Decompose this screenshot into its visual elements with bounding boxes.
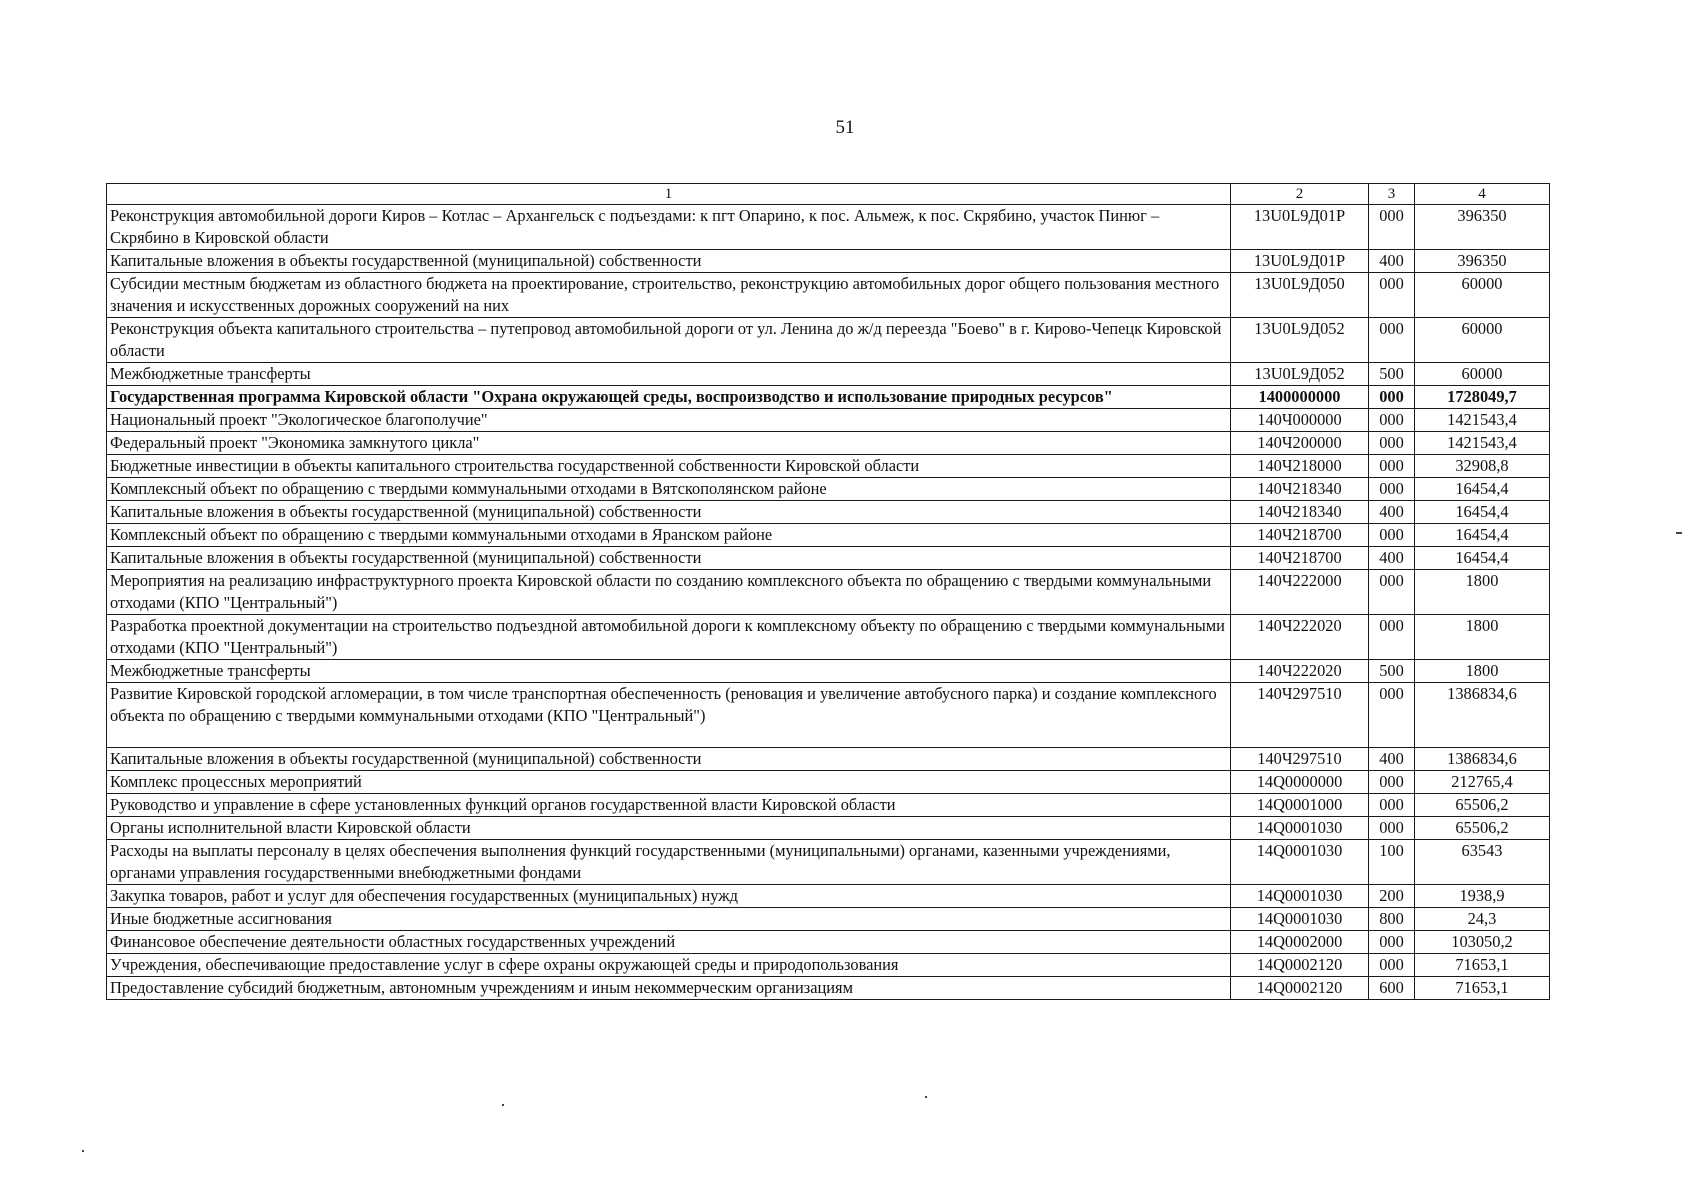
table-row <box>107 386 1550 409</box>
row-type-cell: 000 <box>1369 954 1415 977</box>
table-row <box>107 885 1550 908</box>
row-name-cell: Предоставление субсидий бюджетным, автономным учреждениям и иным некоммерческим организациям <box>107 977 1231 1000</box>
row-name-cell: Капитальные вложения в объекты государственной (муниципальной) собственности <box>107 501 1231 524</box>
row-amount-cell: 16454,4 <box>1415 501 1550 524</box>
table-row <box>107 205 1550 250</box>
row-code-cell: 14Q0002120 <box>1231 977 1369 1000</box>
table-row <box>107 501 1550 524</box>
table-row <box>107 273 1550 318</box>
table-row <box>107 318 1550 363</box>
row-name-cell: Межбюджетные трансферты <box>107 660 1231 683</box>
row-code-cell: 140Ч000000 <box>1231 409 1369 432</box>
table-row <box>107 931 1550 954</box>
row-code-cell: 1400000000 <box>1231 386 1369 409</box>
row-code-cell: 140Ч222020 <box>1231 615 1369 660</box>
row-code-cell: 140Ч200000 <box>1231 432 1369 455</box>
row-name-cell: Руководство и управление в сфере установленных функций органов государственной власти Кировской области <box>107 794 1231 817</box>
table-row <box>107 683 1550 748</box>
row-type-cell: 000 <box>1369 524 1415 547</box>
row-name-cell: Федеральный проект "Экономика замкнутого цикла" <box>107 432 1231 455</box>
table-row <box>107 817 1550 840</box>
table-row <box>107 547 1550 570</box>
row-type-cell: 100 <box>1369 840 1415 885</box>
row-code-cell: 140Ч218700 <box>1231 524 1369 547</box>
table-row <box>107 570 1550 615</box>
header-row <box>107 184 1550 205</box>
table-row <box>107 794 1550 817</box>
row-amount-cell: 16454,4 <box>1415 547 1550 570</box>
row-amount-cell: 60000 <box>1415 363 1550 386</box>
row-type-cell: 000 <box>1369 771 1415 794</box>
row-amount-cell: 71653,1 <box>1415 954 1550 977</box>
scan-speck <box>502 1104 504 1106</box>
row-name-cell: Учреждения, обеспечивающие предоставление услуг в сфере охраны окружающей среды и природопользования <box>107 954 1231 977</box>
scan-speck <box>82 1150 84 1152</box>
row-name-cell: Капитальные вложения в объекты государственной (муниципальной) собственности <box>107 250 1231 273</box>
row-amount-cell: 1800 <box>1415 570 1550 615</box>
row-type-cell: 600 <box>1369 977 1415 1000</box>
table-row <box>107 840 1550 885</box>
row-code-cell: 14Q0000000 <box>1231 771 1369 794</box>
row-code-cell: 14Q0001030 <box>1231 817 1369 840</box>
row-name-cell: Капитальные вложения в объекты государственной (муниципальной) собственности <box>107 748 1231 771</box>
row-code-cell: 14Q0002120 <box>1231 954 1369 977</box>
row-amount-cell: 396350 <box>1415 250 1550 273</box>
row-name-cell: Комплексный объект по обращению с твердыми коммунальными отходами в Вятскополянском районе <box>107 478 1231 501</box>
row-type-cell: 400 <box>1369 250 1415 273</box>
table-row <box>107 363 1550 386</box>
row-type-cell: 200 <box>1369 885 1415 908</box>
row-name-cell: Межбюджетные трансферты <box>107 363 1231 386</box>
row-code-cell: 140Ч218000 <box>1231 455 1369 478</box>
table-row <box>107 954 1550 977</box>
row-type-cell: 000 <box>1369 615 1415 660</box>
table-row <box>107 409 1550 432</box>
row-code-cell: 140Ч297510 <box>1231 683 1369 748</box>
row-amount-cell: 71653,1 <box>1415 977 1550 1000</box>
table-row <box>107 432 1550 455</box>
row-name-cell: Иные бюджетные ассигнования <box>107 908 1231 931</box>
row-type-cell: 000 <box>1369 478 1415 501</box>
row-name-cell: Органы исполнительной власти Кировской области <box>107 817 1231 840</box>
row-amount-cell: 16454,4 <box>1415 524 1550 547</box>
row-name-cell: Реконструкция объекта капитального строительства – путепровод автомобильной дороги от ул. Ленина до ж/д переезда "Боево" в г. Кирово-Чепецк Кировской области <box>107 318 1231 363</box>
row-amount-cell: 1728049,7 <box>1415 386 1550 409</box>
table-header <box>107 184 1550 205</box>
table-row <box>107 660 1550 683</box>
row-amount-cell: 1421543,4 <box>1415 432 1550 455</box>
row-type-cell: 000 <box>1369 455 1415 478</box>
row-name-cell: Расходы на выплаты персоналу в целях обеспечения выполнения функций государственными (муниципальными) органами, казенными учреждениями, органами управления государственными внебюджетными фондами <box>107 840 1231 885</box>
row-type-cell: 000 <box>1369 683 1415 748</box>
row-amount-cell: 1386834,6 <box>1415 748 1550 771</box>
row-code-cell: 14Q0001030 <box>1231 908 1369 931</box>
row-name-cell: Реконструкция автомобильной дороги Киров – Котлас – Архангельск с подъездами: к пгт Опарино, к пос. Альмеж, к пос. Скрябино, участок Пинюг – Скрябино в Кировской области <box>107 205 1231 250</box>
row-amount-cell: 1800 <box>1415 660 1550 683</box>
row-amount-cell: 63543 <box>1415 840 1550 885</box>
row-amount-cell: 32908,8 <box>1415 455 1550 478</box>
row-type-cell: 000 <box>1369 432 1415 455</box>
row-code-cell: 13U0L9Д052 <box>1231 318 1369 363</box>
row-amount-cell: 1421543,4 <box>1415 409 1550 432</box>
row-type-cell: 000 <box>1369 931 1415 954</box>
row-amount-cell: 16454,4 <box>1415 478 1550 501</box>
row-type-cell: 000 <box>1369 273 1415 318</box>
row-type-cell: 000 <box>1369 794 1415 817</box>
row-amount-cell: 65506,2 <box>1415 794 1550 817</box>
row-code-cell: 14Q0001030 <box>1231 840 1369 885</box>
row-amount-cell: 1386834,6 <box>1415 683 1550 748</box>
header-amount-column: 4 <box>1415 184 1550 205</box>
row-name-cell: Комплекс процессных мероприятий <box>107 771 1231 794</box>
row-code-cell: 14Q0002000 <box>1231 931 1369 954</box>
row-name-cell: Бюджетные инвестиции в объекты капитального строительства государственной собственности Кировской области <box>107 455 1231 478</box>
table-row <box>107 478 1550 501</box>
row-type-cell: 400 <box>1369 547 1415 570</box>
row-type-cell: 500 <box>1369 660 1415 683</box>
row-code-cell: 14Q0001030 <box>1231 885 1369 908</box>
table-row <box>107 250 1550 273</box>
row-type-cell: 500 <box>1369 363 1415 386</box>
row-name-cell: Капитальные вложения в объекты государственной (муниципальной) собственности <box>107 547 1231 570</box>
row-amount-cell: 24,3 <box>1415 908 1550 931</box>
page-number: 51 <box>835 117 855 138</box>
row-name-cell: Развитие Кировской городской агломерации, в том числе транспортная обеспеченность (реновация и увеличение автобусного парка) и создание комплексного объекта по обращению с твердыми коммунальными отходами (КПО "Центральный") <box>107 683 1231 748</box>
row-code-cell: 13U0L9Д052 <box>1231 363 1369 386</box>
row-code-cell: 14Q0001000 <box>1231 794 1369 817</box>
row-type-cell: 400 <box>1369 501 1415 524</box>
row-type-cell: 000 <box>1369 318 1415 363</box>
row-name-cell: Субсидии местным бюджетам из областного бюджета на проектирование, строительство, реконструкцию автомобильных дорог общего пользования местного значения и искусственных дорожных сооружений на них <box>107 273 1231 318</box>
row-amount-cell: 60000 <box>1415 318 1550 363</box>
table-row <box>107 455 1550 478</box>
row-type-cell: 800 <box>1369 908 1415 931</box>
row-name-cell: Закупка товаров, работ и услуг для обеспечения государственных (муниципальных) нужд <box>107 885 1231 908</box>
row-code-cell: 140Ч297510 <box>1231 748 1369 771</box>
row-type-cell: 000 <box>1369 205 1415 250</box>
header-type-column: 3 <box>1369 184 1415 205</box>
row-name-cell: Комплексный объект по обращению с твердыми коммунальными отходами в Яранском районе <box>107 524 1231 547</box>
row-amount-cell: 1938,9 <box>1415 885 1550 908</box>
table-row <box>107 615 1550 660</box>
row-code-cell: 140Ч218340 <box>1231 501 1369 524</box>
row-amount-cell: 1800 <box>1415 615 1550 660</box>
row-name-cell: Разработка проектной документации на строительство подъездной автомобильной дороги к комплексному объекту по обращению с твердыми коммунальными отходами (КПО "Центральный") <box>107 615 1231 660</box>
row-amount-cell: 396350 <box>1415 205 1550 250</box>
row-amount-cell: 212765,4 <box>1415 771 1550 794</box>
row-name-cell: Национальный проект "Экологическое благополучие" <box>107 409 1231 432</box>
row-name-cell: Финансовое обеспечение деятельности областных государственных учреждений <box>107 931 1231 954</box>
row-code-cell: 140Ч222000 <box>1231 570 1369 615</box>
row-code-cell: 140Ч218700 <box>1231 547 1369 570</box>
row-type-cell: 000 <box>1369 409 1415 432</box>
row-type-cell: 400 <box>1369 748 1415 771</box>
row-name-cell: Мероприятия на реализацию инфраструктурного проекта Кировской области по созданию комплексного объекта по обращению с твердыми коммунальными отходами (КПО "Центральный") <box>107 570 1231 615</box>
scan-speck <box>925 1096 927 1098</box>
row-code-cell: 13U0L9Д01Р <box>1231 205 1369 250</box>
row-type-cell: 000 <box>1369 817 1415 840</box>
table-row <box>107 748 1550 771</box>
row-code-cell: 13U0L9Д050 <box>1231 273 1369 318</box>
header-code-column: 2 <box>1231 184 1369 205</box>
row-type-cell: 000 <box>1369 570 1415 615</box>
row-name-cell: Государственная программа Кировской области "Охрана окружающей среды, воспроизводство и использование природных ресурсов" <box>107 386 1231 409</box>
row-code-cell: 140Ч222020 <box>1231 660 1369 683</box>
row-code-cell: 140Ч218340 <box>1231 478 1369 501</box>
table-row <box>107 524 1550 547</box>
table-body <box>107 205 1550 1000</box>
header-name-column: 1 <box>107 184 1231 205</box>
table-row <box>107 977 1550 1000</box>
row-amount-cell: 103050,2 <box>1415 931 1550 954</box>
scan-speck <box>1676 532 1682 534</box>
budget-table <box>106 183 1550 1000</box>
row-amount-cell: 65506,2 <box>1415 817 1550 840</box>
table-row <box>107 771 1550 794</box>
row-type-cell: 000 <box>1369 386 1415 409</box>
row-amount-cell: 60000 <box>1415 273 1550 318</box>
row-code-cell: 13U0L9Д01Р <box>1231 250 1369 273</box>
table-row <box>107 908 1550 931</box>
